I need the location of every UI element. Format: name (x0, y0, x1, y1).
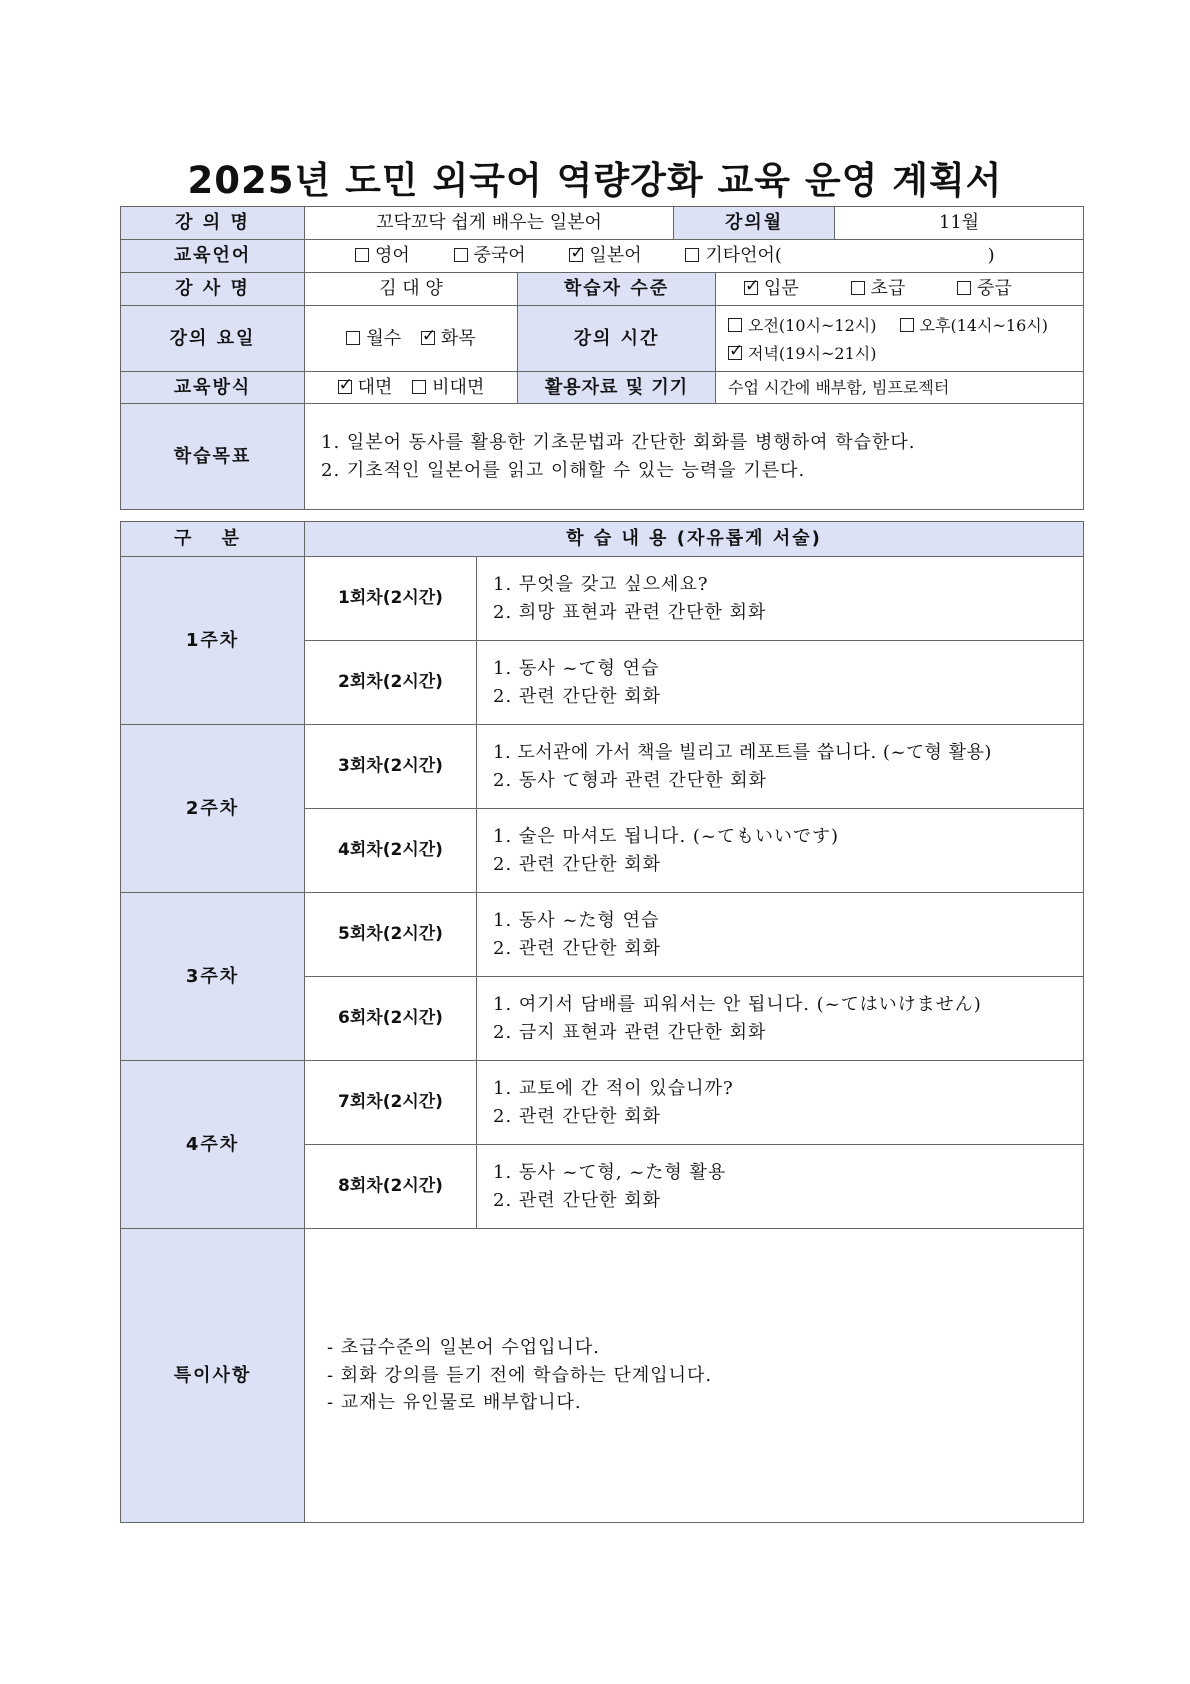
checkbox-icon (957, 281, 971, 295)
checkbox-checked-icon (744, 281, 758, 295)
content-line: 1. 술은 마셔도 됩니다. (~てもいいです) (493, 825, 840, 847)
checkbox-checked-icon (421, 331, 435, 345)
session-label: 3회차(2시간) (305, 725, 477, 809)
session-content (477, 893, 1084, 977)
week-label: 4주차 (121, 1061, 305, 1229)
content-line: 2. 관련 간단한 회화 (493, 1189, 662, 1211)
language-option-chinese[interactable] (454, 245, 526, 267)
content-line: 2. 동사 て형과 관련 간단한 회화 (493, 769, 768, 791)
checkbox-icon (412, 380, 426, 394)
content-line: 1. 도서관에 가서 책을 빌리고 레포트를 씁니다. (~て형 활용) (493, 741, 992, 763)
checkbox-icon (355, 248, 369, 262)
checkbox-checked-icon (338, 380, 352, 394)
method-options (305, 372, 518, 404)
checkbox-icon (851, 281, 865, 295)
instructor-name: 김 대 양 (305, 273, 518, 306)
days-label: 강의 요일 (121, 306, 305, 372)
language-option-japanese[interactable] (569, 245, 641, 267)
option-label: 초급 (870, 278, 906, 300)
level-option-beginner[interactable] (851, 278, 906, 300)
goal-label: 학습목표 (121, 404, 305, 510)
option-label: 일본어 (589, 245, 642, 267)
week-label: 2주차 (121, 725, 305, 893)
course-name: 꼬닥꼬닥 쉽게 배우는 일본어 (305, 207, 674, 240)
page-title: 2025년 도민 외국어 역량강화 교육 운영 계획서 (187, 159, 1003, 202)
notes-row (121, 1229, 1084, 1523)
checkbox-icon (685, 248, 699, 262)
month-label: 강의월 (674, 207, 835, 240)
instructor-label: 강 사 명 (121, 273, 305, 306)
session-label: 6회차(2시간) (305, 977, 477, 1061)
level-label: 학습자 수준 (518, 273, 716, 306)
option-label: 비대면 (432, 376, 485, 398)
language-option-other[interactable] (685, 245, 782, 267)
days-option-tue-thu[interactable] (421, 328, 476, 350)
method-label: 교육방식 (121, 372, 305, 404)
session-content (477, 557, 1084, 641)
option-label: 기타언어( (705, 245, 782, 267)
time-options (716, 306, 1084, 372)
option-label: 중급 (977, 278, 1012, 300)
table-row (121, 557, 1084, 641)
language-option-english[interactable] (355, 245, 410, 267)
time-label: 강의 시간 (518, 306, 716, 372)
session-content (477, 725, 1084, 809)
option-label: 중국어 (473, 245, 526, 267)
session-content (477, 1061, 1084, 1145)
option-label: 오전(10시~12시) (748, 316, 877, 336)
goal-list (305, 404, 1084, 510)
schedule-table (120, 521, 1084, 1523)
level-options (716, 273, 1084, 306)
note-item: - 교재는 유인물로 배부합니다. (327, 1392, 582, 1414)
option-label: 대면 (357, 376, 393, 398)
content-line: 2. 관련 간단한 회화 (493, 937, 662, 959)
option-label: 오후(14시~16시) (919, 316, 1048, 336)
content-line: 2. 희망 표현과 관련 간단한 회화 (493, 601, 767, 623)
session-label: 4회차(2시간) (305, 809, 477, 893)
goal-item: 2. 기초적인 일본어를 읽고 이해할 수 있는 능력을 기른다. (321, 459, 806, 481)
week-label: 1주차 (121, 557, 305, 725)
checkbox-icon (900, 318, 914, 332)
table-row (121, 893, 1084, 977)
content-line: 1. 동사 ~て형, ~た형 활용 (493, 1161, 727, 1183)
days-option-mon-wed[interactable] (346, 328, 401, 350)
option-label: 영어 (375, 245, 410, 267)
content-line: 1. 여기서 담배를 피워서는 안 됩니다. (~てはいけません) (493, 993, 982, 1015)
session-content (477, 1145, 1084, 1229)
content-header: 학 습 내 용 (자유롭게 서술) (305, 522, 1084, 557)
table-row (121, 725, 1084, 809)
language-label: 교육언어 (121, 240, 305, 273)
option-label: 월수 (366, 327, 402, 349)
session-label: 7회차(2시간) (305, 1061, 477, 1145)
session-content (477, 641, 1084, 725)
method-option-online[interactable] (412, 377, 484, 399)
checkbox-icon (346, 331, 360, 345)
language-options (305, 240, 1084, 273)
week-label: 3주차 (121, 893, 305, 1061)
table-row (121, 1061, 1084, 1145)
session-label: 2회차(2시간) (305, 641, 477, 725)
time-option-morning[interactable] (728, 316, 876, 335)
session-content (477, 809, 1084, 893)
goal-item: 1. 일본어 동사를 활용한 기초문법과 간단한 회화를 병행하여 학습한다. (321, 431, 916, 453)
level-option-intermediate[interactable] (957, 278, 1012, 300)
option-label: 저녁(19시~21시) (748, 343, 877, 363)
content-line: 1. 무엇을 갖고 싶으세요? (493, 573, 709, 595)
course-name-label: 강 의 명 (121, 207, 305, 240)
method-option-in-person[interactable] (338, 377, 393, 399)
checkbox-checked-icon (569, 248, 583, 262)
session-content (477, 977, 1084, 1061)
materials-label: 활용자료 및 기기 (518, 372, 716, 404)
course-info-table (120, 206, 1084, 510)
option-label: 화목 (440, 327, 476, 349)
materials-value: 수업 시간에 배부함, 빔프로젝터 (716, 372, 1084, 404)
division-header: 구 분 (121, 522, 305, 557)
checkbox-icon (454, 248, 468, 262)
content-line: 2. 금지 표현과 관련 간단한 회화 (493, 1021, 767, 1043)
checkbox-checked-icon (728, 346, 742, 360)
days-options (305, 306, 518, 372)
time-option-afternoon[interactable] (900, 316, 1048, 335)
session-label: 5회차(2시간) (305, 893, 477, 977)
content-line: 1. 동사 ~た형 연습 (493, 909, 660, 931)
content-line: 2. 관련 간단한 회화 (493, 1105, 662, 1127)
session-label: 8회차(2시간) (305, 1145, 477, 1229)
notes-list (305, 1229, 1084, 1523)
level-option-intro[interactable] (744, 278, 799, 300)
option-label: 입문 (764, 278, 799, 300)
session-label: 1회차(2시간) (305, 557, 477, 641)
content-line: 2. 관련 간단한 회화 (493, 853, 662, 875)
content-line: 1. 교토에 간 적이 있습니까? (493, 1077, 734, 1099)
notes-label: 특이사항 (121, 1229, 305, 1523)
month-value: 11월 (835, 207, 1084, 240)
checkbox-icon (728, 318, 742, 332)
other-language-close: ) (987, 245, 995, 267)
note-item: - 회화 강의를 듣기 전에 학습하는 단계입니다. (327, 1364, 713, 1386)
content-line: 2. 관련 간단한 회화 (493, 685, 662, 707)
note-item: - 초급수준의 일본어 수업입니다. (327, 1337, 601, 1359)
time-option-evening[interactable] (728, 344, 876, 363)
content-line: 1. 동사 ~て형 연습 (493, 657, 660, 679)
